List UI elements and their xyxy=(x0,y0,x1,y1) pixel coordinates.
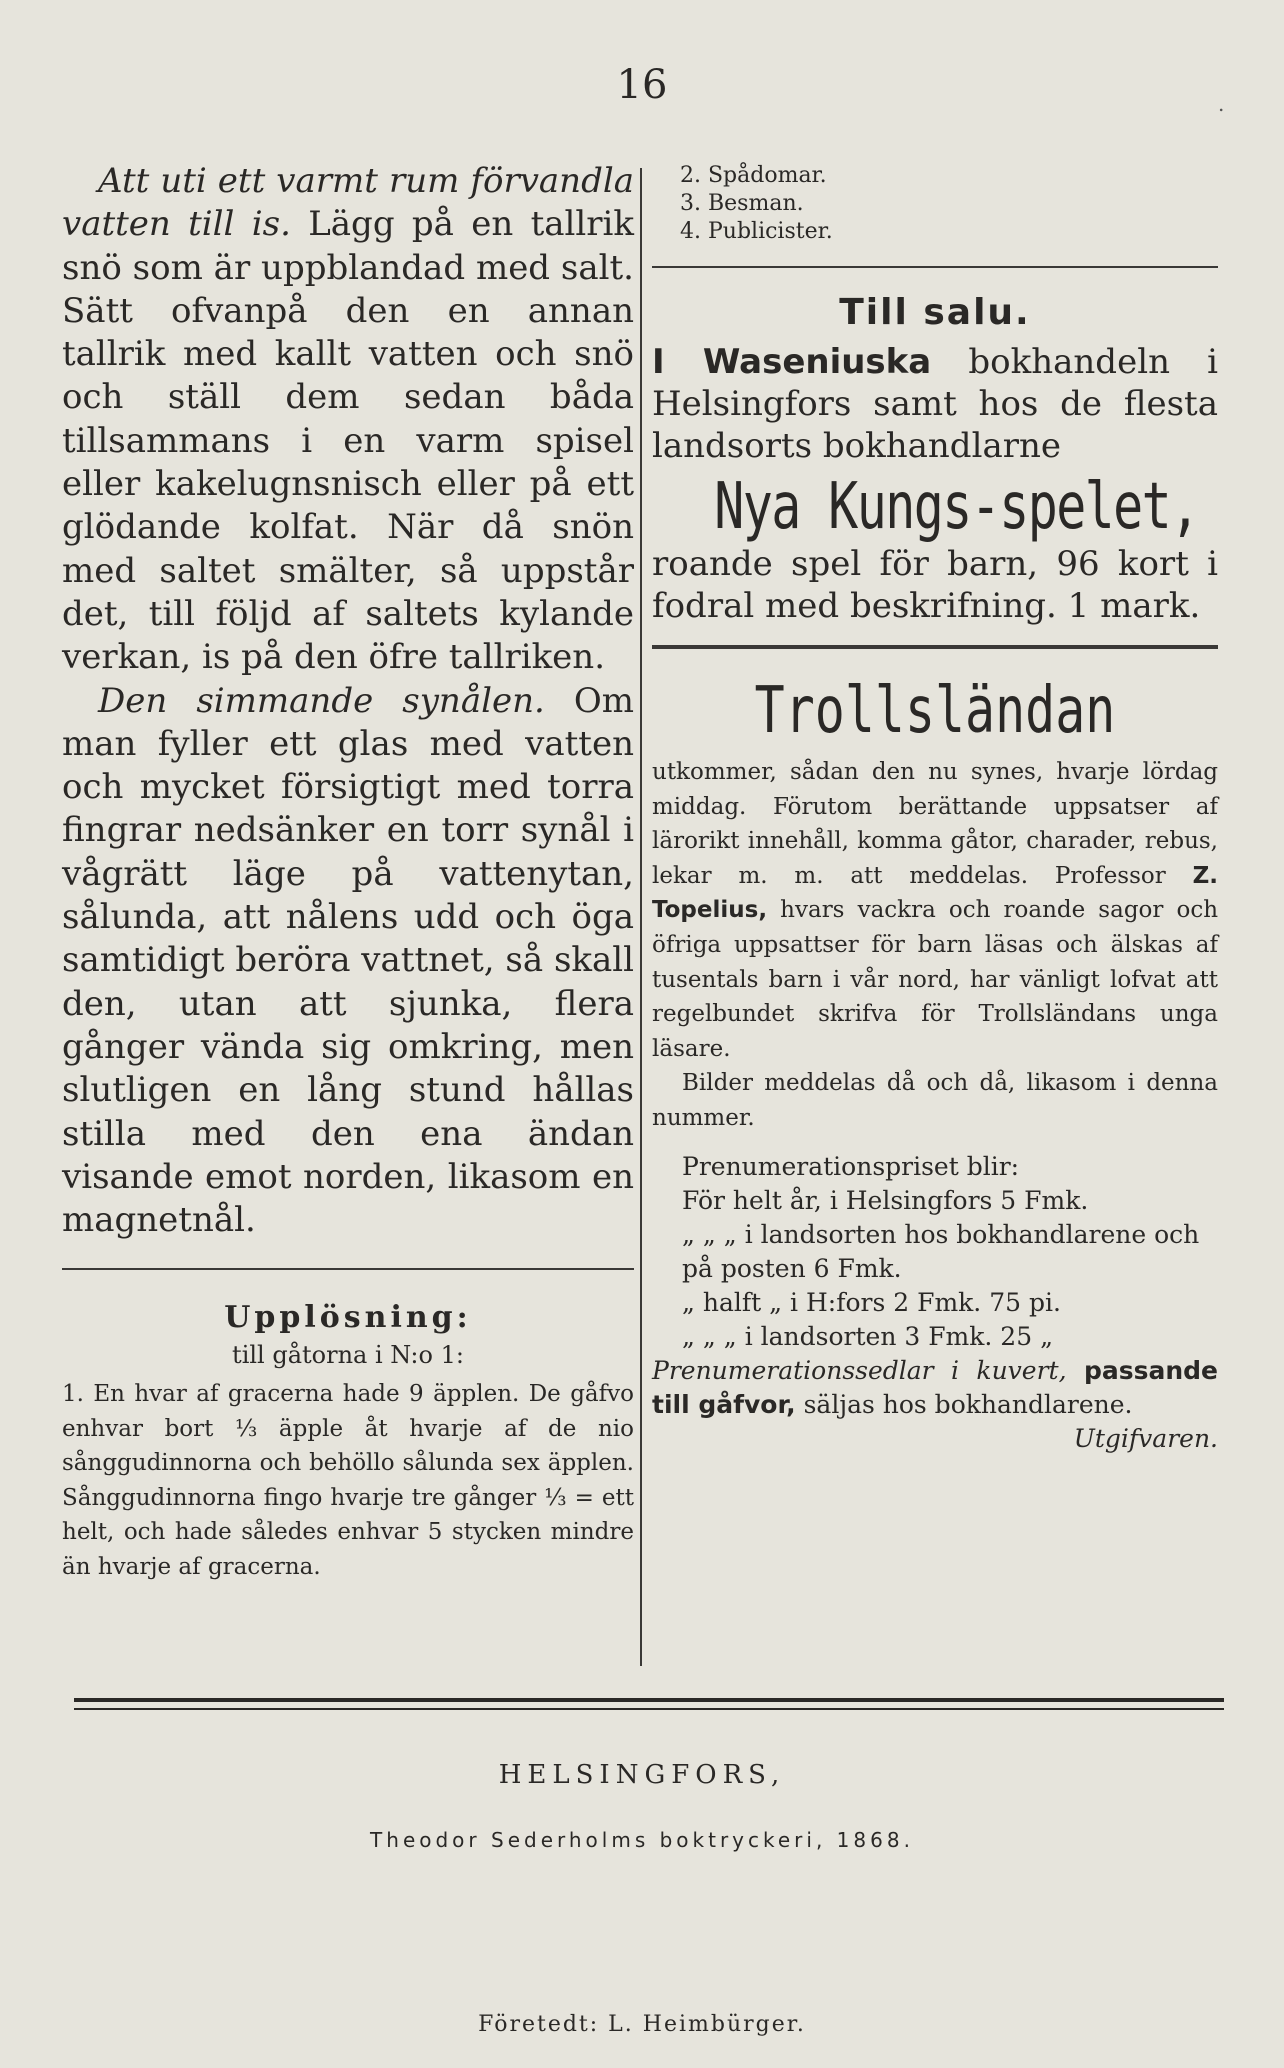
price-heading: Prenumerationspriset blir: xyxy=(682,1151,1020,1181)
game-title: Nya Kungs-spelet, xyxy=(714,470,1199,544)
sale-title: Till salu. xyxy=(839,292,1031,333)
magazine-text xyxy=(652,755,1218,1066)
imprint-city: HELSINGFORS, xyxy=(498,1760,786,1790)
magazine-text-b: hvars vackra och roande sagor och öfriga uppsattser för barn läsas och älskas af tusentals barn i vår nord, har vänligt lofvat att regelbundet skrifva för Trollsländans unga läsare. xyxy=(652,897,1219,1062)
page-number: 16 xyxy=(616,62,668,108)
solution-subheading: till gåtorna i N:o 1: xyxy=(232,1341,464,1370)
price-line: „ halft „ i H:fors 2 Fmk. 75 pi. xyxy=(682,1287,1061,1317)
magazine-images-note: Bilder meddelas då och då, likasom i denna nummer. xyxy=(652,1070,1218,1131)
imprint-printer: Theodor Sederholms boktryckeri, 1868. xyxy=(370,1828,914,1852)
solution-text: 1. En hvar af gracerna hade 9 äpplen. De gåfvo enhvar bort ⅓ äpple åt hvarje af de nio sånggudinnorna och behöllo sålunda sex äpplen. Sånggudinnorna fingo hvarje tre gånger ⅓ = ett helt, och hade således enhvar 5 stycken mindre än hvarje af gracerna. xyxy=(62,1381,634,1580)
right-column xyxy=(652,162,1218,1456)
imprint-presented: Företedt: L. Heimbürger. xyxy=(478,2012,806,2037)
coupon-italic: Prenumerationssedlar i kuvert, xyxy=(652,1355,1067,1385)
sale-body: bokhandeln i Helsingfors samt hos de flesta landsorts bokhandlarne xyxy=(652,342,1219,466)
section-rule xyxy=(62,1268,634,1270)
paragraph-ice-body: Lägg på en tallrik snö som är uppblandad med salt. Sätt ofvanpå den en annan tallrik med kallt vatten och snö och ställ dem sedan båda tillsammans i en varm spisel eller kakelugnsnisch eller på ett glödande kolfat. När då snön med saltet smälter, så uppstår det, till följd af saltets kylande verkan, is på den öfre tallriken. xyxy=(62,204,635,678)
paragraph-needle xyxy=(62,680,634,1243)
magazine-author: Z. Topelius, xyxy=(652,862,1219,924)
price-line: För helt år, i Helsingfors 5 Fmk. xyxy=(682,1185,1089,1215)
sale-text xyxy=(652,341,1218,467)
game-text: roande spel för barn, 96 kort i fodral med beskrifning. 1 mark. xyxy=(652,544,1218,626)
magazine-text-a: utkommer, sådan den nu synes, hvarje lördag middag. Förutom berättande uppsatser af lärorikt innehåll, komma gåtor, charader, rebus, lekar m. m. att meddelas. Professor xyxy=(652,759,1218,889)
left-column xyxy=(62,160,634,1584)
sale-shop: I Waseniuska xyxy=(652,342,932,382)
column-divider xyxy=(640,168,642,1666)
price-line: „ „ „ i landsorten hos bokhandlarene och på posten 6 Fmk. xyxy=(682,1219,1200,1283)
paragraph-ice-title: Att uti ett varmt rum förvandla vatten till is. xyxy=(62,161,634,245)
publisher-sign: Utgifvaren. xyxy=(1073,1423,1218,1453)
solution-heading: Upplösning: xyxy=(224,1300,472,1336)
list-item: 3. Besman. xyxy=(680,191,804,216)
list-item: 4. Publicister. xyxy=(680,219,833,244)
footer-rule xyxy=(74,1698,1224,1702)
coupon-rest: säljas hos bokhandlarene. xyxy=(803,1389,1133,1419)
paragraph-needle-title: Den simmande synålen. xyxy=(98,680,545,721)
paragraph-needle-body: Om man fyller ett glas med vatten och mycket försigtigt med torra fingrar nedsänker en torr synål i vågrätt läge på vattenytan, sålunda, att nålens udd och öga samtidigt beröra vattnet, så skall den, utan att sjunka, flera gånger vända sig omkring, men slutligen en lång stund hållas stilla med den ena ändan visande emot norden, likasom en magnetnål. xyxy=(62,680,635,1241)
list-item: 2. Spådomar. xyxy=(680,163,827,188)
section-rule xyxy=(652,266,1218,268)
section-rule-thick xyxy=(652,645,1218,649)
article-text xyxy=(62,160,634,1242)
magazine-title: Trollsländan xyxy=(754,674,1116,748)
paragraph-ice xyxy=(62,160,634,680)
price-line: „ „ „ i landsorten 3 Fmk. 25 „ xyxy=(682,1321,1054,1351)
footer-rule-thin xyxy=(74,1708,1224,1710)
print-speck: . xyxy=(1218,92,1225,116)
coupon-text xyxy=(652,1354,1218,1453)
coupon-bold: passande till gåfvor, xyxy=(652,1355,1218,1419)
